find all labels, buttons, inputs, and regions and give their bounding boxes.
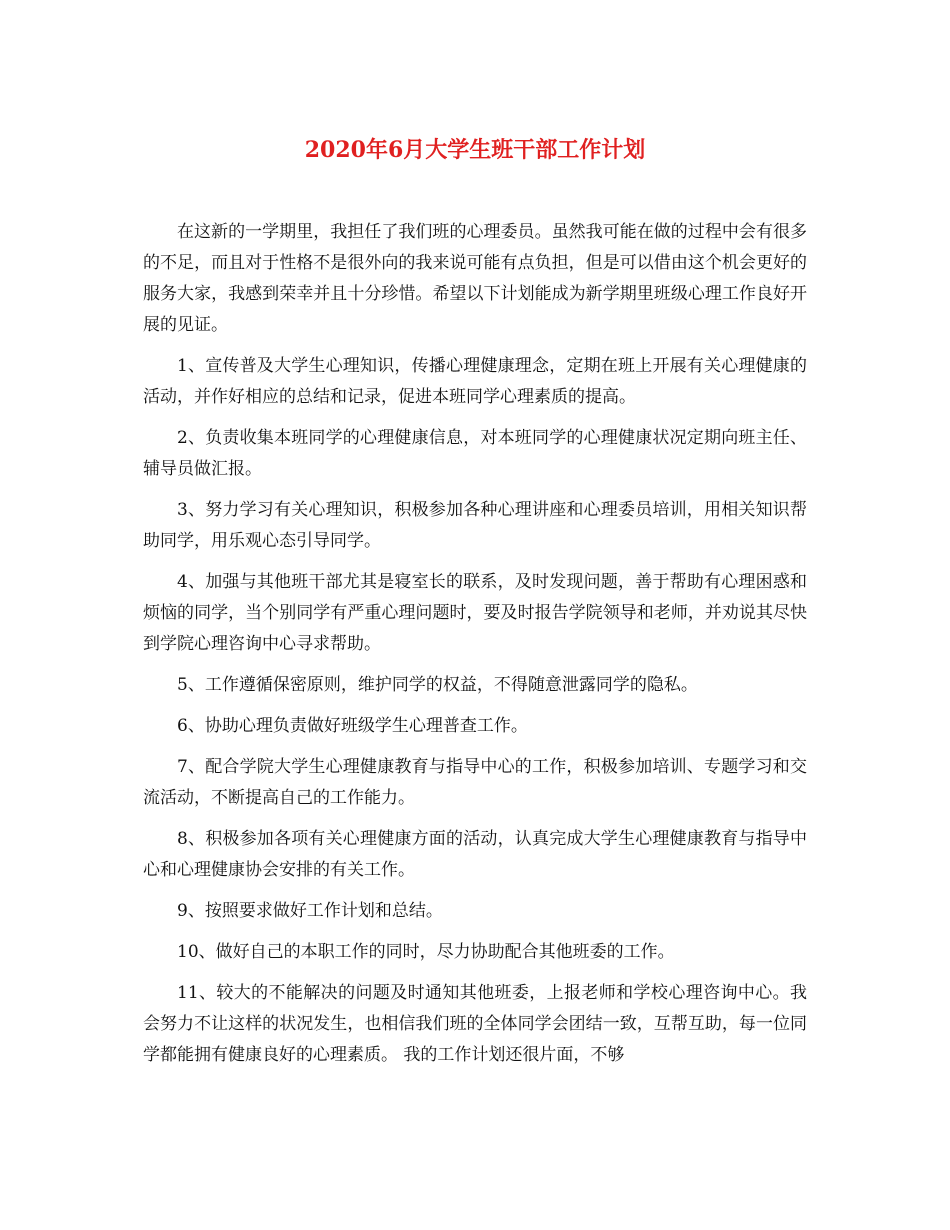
paragraph-item-7: 7、配合学院大学生心理健康教育与指导中心的工作，积极参加培训、专题学习和交流活动，不断提高自己的工作能力。: [143, 757, 807, 808]
paragraph-item-5: 5、工作遵循保密原则，维护同学的权益，不得随意泄露同学的隐私。: [177, 675, 698, 695]
paragraph-item-9: 9、按照要求做好工作计划和总结。: [177, 901, 443, 921]
paragraph-item-3: 3、努力学习有关心理知识，积极参加各种心理讲座和心理委员培训，用相关知识帮助同学，用乐观心态引导同学。: [143, 500, 807, 551]
paragraph-item-11: 11、较大的不能解决的问题及时通知其他班委，上报老师和学校心理咨询中心。我会努力不让这样的状况发生，也相信我们班的全体同学会团结一致，互帮互助，每一位同学都能拥有健康良好的心理素质。 我的工作计划还很片面，不够: [143, 983, 807, 1065]
paragraph-item-10: 10、做好自己的本职工作的同时，尽力协助配合其他班委的工作。: [177, 942, 675, 962]
paragraph-item-2: 2、负责收集本班同学的心理健康信息，对本班同学的心理健康状况定期向班主任、辅导员做汇报。: [143, 428, 807, 479]
document-title: 2020年6月大学生班干部工作计划: [304, 137, 646, 163]
paragraph-item-1: 1、宣传普及大学生心理知识，传播心理健康理念，定期在班上开展有关心理健康的活动，并作好相应的总结和记录，促进本班同学心理素质的提高。: [143, 356, 807, 407]
document-body: [143, 217, 807, 1081]
paragraph-item-6: 6、协助心理负责做好班级学生心理普查工作。: [177, 716, 528, 736]
paragraph-item-8: 8、积极参加各项有关心理健康方面的活动，认真完成大学生心理健康教育与指导中心和心理健康协会安排的有关工作。: [143, 829, 807, 880]
paragraph-intro: 在这新的一学期里，我担任了我们班的心理委员。虽然我可能在做的过程中会有很多的不足，而且对于性格不是很外向的我来说可能有点负担，但是可以借由这个机会更好的服务大家，我感到荣幸并且十分珍惜。希望以下计划能成为新学期里班级心理工作良好开展的见证。: [143, 222, 807, 335]
paragraph-item-4: 4、加强与其他班干部尤其是寝室长的联系，及时发现问题，善于帮助有心理困惑和烦恼的同学，当个别同学有严重心理问题时，要及时报告学院领导和老师，并劝说其尽快到学院心理咨询中心寻求帮助。: [143, 572, 807, 654]
